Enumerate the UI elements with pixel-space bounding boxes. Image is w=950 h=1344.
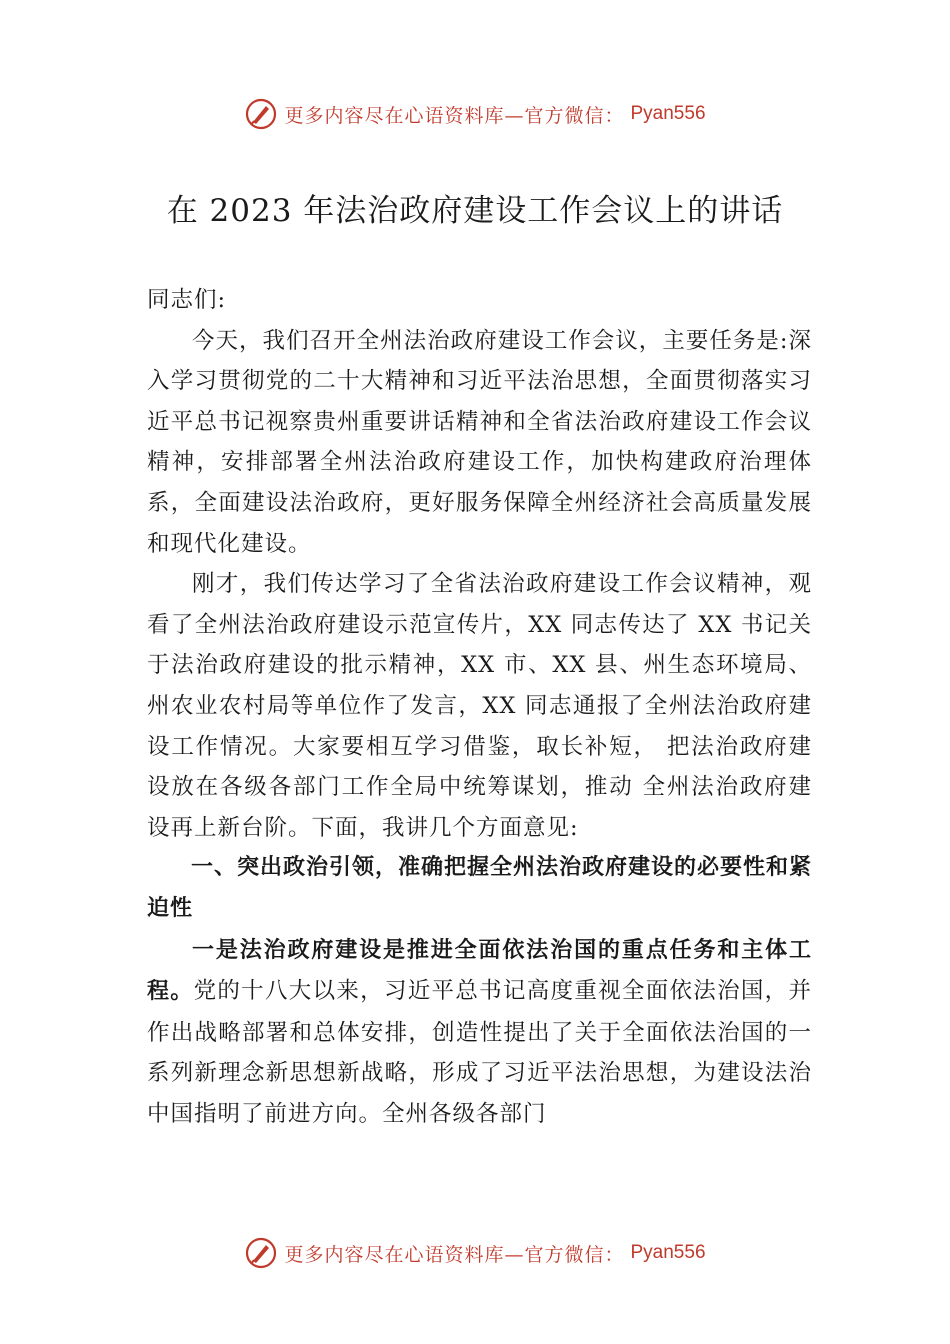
footer-watermark xyxy=(0,1236,950,1270)
watermark-text: 更多内容尽在心语资料库—官方微信： xyxy=(284,1243,625,1266)
section-heading: 一、突出政治引领，准确把握全州法治政府建设的必要性和紧迫性 xyxy=(147,855,813,921)
watermark-text: 更多内容尽在心语资料库—官方微信： xyxy=(284,104,625,127)
quill-logo-icon xyxy=(244,97,278,131)
quill-logo-icon xyxy=(244,1236,278,1270)
document-body xyxy=(147,280,812,1134)
salutation: 同志们: xyxy=(147,287,227,313)
paragraph-intro: 今天，我们召开全州法治政府建设工作会议，主要任务是:深入学习贯彻党的二十大精神和习近平法治思想，全面贯彻落实习近平总书记视察贵州重要讲话精神和全省法治政府建设工作会议精神，安排部署全州法治政府建设工作，加快构建政府治理体系，全面建设法治政府，更好服务保障全州经济社会高质量发展和现代化建设。 xyxy=(147,327,812,557)
watermark-handle: Pyan556 xyxy=(630,1242,706,1263)
point-text: 党的十八大以来，习近平总书记高度重视全面依法治国，并作出战略部署和总体安排，创造性提出了关于全面依法治国的一系列新理念新思想新战略，形成了习近平法治思想，为建设法治中国指明了前进方向。全州各级各部门 xyxy=(147,978,812,1127)
paragraph-review: 刚才，我们传达学习了全省法治政府建设工作会议精神，观看了全州法治政府建设示范宣传片，XX 同志传达了 XX 书记关于法治政府建设的批示精神，XX 市、XX 县、州生态环境局、州农业农村局等单位作了发言，XX 同志通报了全州法治政府建设工作情况。大家要相互学习借鉴，取长补短， 把法治政府建设放在各级各部门工作全局中统筹谋划，推动 全州法治政府建设再上新台阶。下面，我讲几个方面意见: xyxy=(147,571,812,841)
watermark-handle: Pyan556 xyxy=(630,103,706,124)
point-lead: 一是法治政府建设是推进全面依法治国的重点任务和主体工程。 xyxy=(147,937,812,1005)
header-watermark xyxy=(0,97,950,131)
paragraph-point-one xyxy=(147,930,812,1135)
document-title: 在 2023 年法治政府建设工作会议上的讲话 xyxy=(166,193,784,229)
